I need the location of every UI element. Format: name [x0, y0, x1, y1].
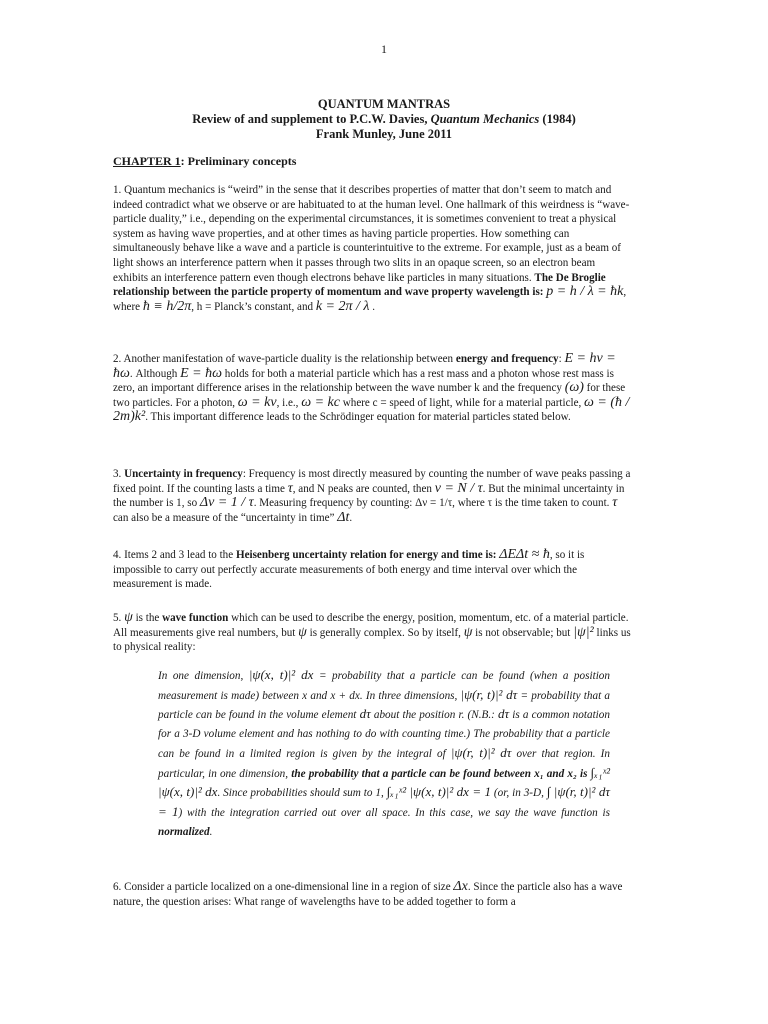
equation-prob-density-3d: |ψ(r, t)|² dτ	[460, 686, 518, 702]
page-number: 1	[381, 42, 387, 56]
equation-delta-nu: Δν = 1 / τ	[199, 495, 254, 511]
paragraph-4: 4. Items 2 and 3 lead to the Heisenberg uncertainty relation for energy and time is: ΔEΔt ≈ ħ, so it is impossible to carry out perfectly accurate measurements of both energy and time interval over which the measurement is made.	[113, 547, 585, 591]
equation-prob-density-1d: |ψ(x, t)|² dx	[248, 667, 314, 682]
equation-photon-dispersion: ω = kν	[237, 394, 277, 410]
equation-energy: E = ħω	[180, 365, 223, 381]
equation-normalization-3d: ∫ |ψ(r, t)|² dτ = 1	[158, 784, 610, 819]
equation-delta-t: Δt	[337, 509, 350, 525]
equation-particle-dispersion: ω = (ħ / 2m)k²	[113, 394, 630, 425]
document-author: Frank Munley, June 2011	[315, 127, 453, 141]
equation-normalization-1d: ∫ₓ₁ˣ² |ψ(x, t)|² dx = 1	[386, 784, 491, 800]
symbol-psi-2: ψ	[298, 624, 307, 640]
paragraph-5: 5. ψ is the wave function which can be used to describe the energy, position, momentum, etc. of a material particle. All measurements give real numbers, but ψ is generally complex. So by itself, ψ is not observable; but |ψ|² links us to physical reality:	[113, 610, 631, 654]
document-title: QUANTUM MANTRAS	[317, 97, 451, 111]
paragraph-3: 3. Uncertainty in frequency: Frequency is most directly measured by counting the number of wave peaks passing a fixed point. If the counting lasts a time τ, and N peaks are counted, then ν = N / τ. But the minimal uncertainty in the number is 1, so Δν = 1 / τ. Measuring frequency by counting: Δν = 1/τ, where τ is the time taken to count. τ can also be a measure of the “uncertainty in time” Δt.	[113, 468, 631, 525]
equation-heisenberg: ΔEΔt ≈ ħ	[499, 547, 550, 562]
symbol-dtau: dτ	[359, 706, 371, 722]
equation-tau: τ	[287, 480, 293, 496]
equation-prob-density-region: |ψ(r, t)|² dτ	[450, 744, 512, 760]
symbol-psi-squared: |ψ|²	[573, 624, 594, 640]
equation-delta-x: Δx	[453, 879, 468, 894]
equation-energy-frequency: E = hν = ħω	[113, 351, 616, 381]
equation-wavenumber: k = 2π / λ	[315, 298, 370, 314]
equation-integral-probability: ∫ₓ₁ˣ² |ψ(x, t)|² dx	[158, 764, 611, 800]
equation-tau-2: τ	[612, 495, 618, 511]
symbol-psi-3: ψ	[463, 624, 473, 640]
symbol-dtau-2: dτ	[498, 706, 510, 722]
paragraph-1: 1. Quantum mechanics is “weird” in the sense that it describes properties of matter that don’t seem to match and indeed contradict what we observe or are habituated to at the human level. One hallmark of this weirdness is “wave-particle duality,” i.e., depending on the experimental circumstances, it is sometimes convenient to treat a physical system as having wave properties, and at other times as having particle properties. How something can simultaneously behave like a wave and a particle is counterintuitive to the extreme. For example, just as a beam of light shows an interference pattern when it passes through two slits in an opaque screen, so an electron beam exhibits an interference pattern even though electrons behave like particles in many situations. The De Broglie relationship between the particle property of momentum and wave property wavelength is: p = h / λ = ħk, where ħ ≡ h/2π, h = Planck’s constant, and k = 2π / λ .	[113, 184, 630, 314]
paragraph-6: 6. Consider a particle localized on a one-dimensional line in a region of size Δx. Since the particle also has a wave nature, the question arises: What range of wavelengths have to be added together to form a	[113, 879, 623, 908]
paragraph-2: 2. Another manifestation of wave-particle duality is the relationship between energy and frequency: E = hν = ħω. Although E = ħω holds for both a material particle which has a rest mass and a photon whose rest mass is zero, an important difference arises in the relationship between the wave number k and the frequency (ω) for these two particles. For a photon, ω = kν, i.e., ω = kc where c = speed of light, while for a material particle, ω = (ħ / 2m)k². This important difference leads to the Schrödinger equation for material particles stated below.	[113, 351, 630, 425]
equation-de-broglie: p = h / λ = ħk	[546, 284, 624, 300]
equation-photon-kc: ω = kc	[301, 394, 340, 410]
equation-frequency: ν = N / τ	[434, 480, 483, 496]
equation-hbar: ħ ≡ h/2π	[142, 298, 192, 314]
probability-interpretation-block: In one dimension, |ψ(x, t)|² dx = probability that a particle can be found (when a position measurement is made) between x and x + dx. In three dimensions, |ψ(r, t)|² dτ = probability that a particle can be found in the volume element dτ about the position r. (N.B.: dτ is a common notation for a 3-D volume element and has nothing to do with counting time.) The probability that a particle can be found in a limited region is given by the integral of |ψ(r, t)|² dτ over that region. In particular, in one dimension, the probability that a particle can be found between x₁ and x₂ is ∫ₓ₁ˣ² |ψ(x, t)|² dx. Since probabilities should sum to 1, ∫ₓ₁ˣ² |ψ(x, t)|² dx = 1 (or, in 3-D, ∫ |ψ(r, t)|² dτ = 1) with the integration carried out over all space. In this case, we say the wave function is normalized.	[158, 667, 611, 838]
document-subtitle: Review of and supplement to P.C.W. Davies, Quantum Mechanics (1984)	[192, 112, 576, 126]
symbol-psi: ψ	[124, 610, 133, 625]
chapter-heading: CHAPTER 1: Preliminary concepts	[113, 154, 297, 168]
equation-omega: (ω)	[564, 380, 584, 396]
